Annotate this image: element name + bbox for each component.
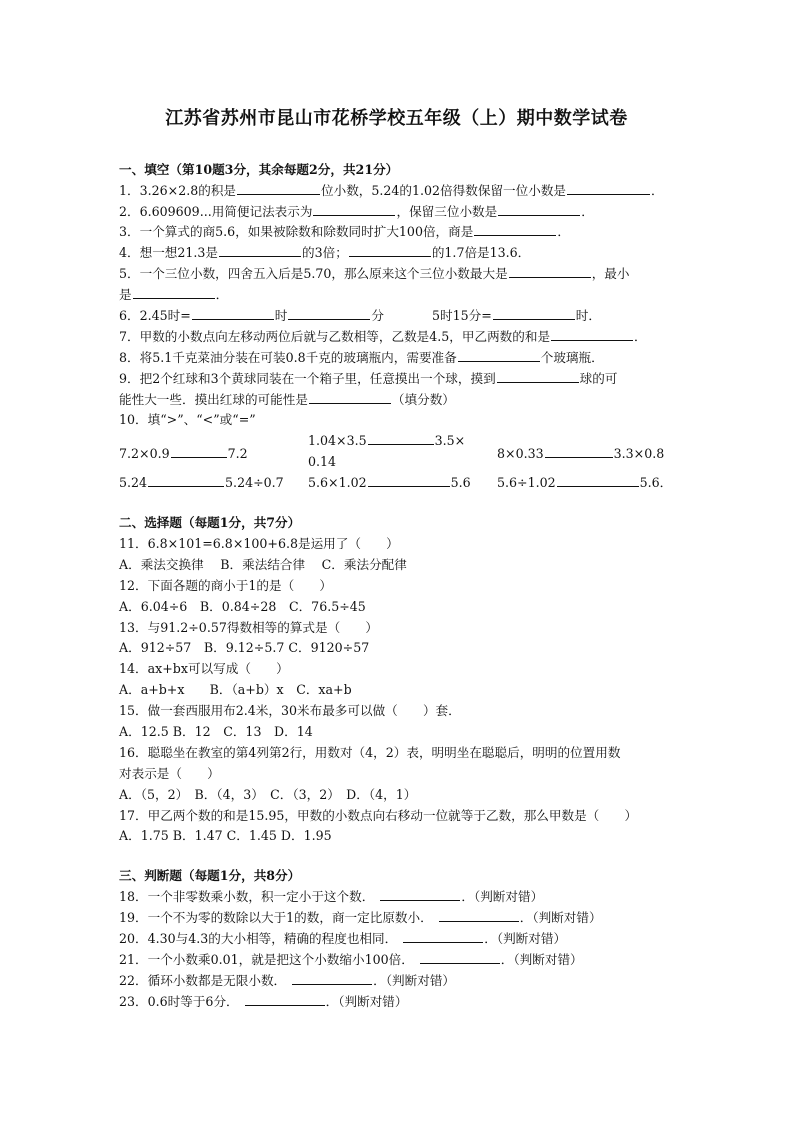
q7-text-a: 7．甲数的小数点向左移动两位后就与乙数相等，乙数是4.5，甲乙两数的和是: [119, 329, 551, 344]
judge-hint: ．（判断对错）: [461, 889, 544, 904]
q10-expr: 5.6．: [639, 475, 673, 490]
question-2: [119, 202, 594, 222]
question-4: [119, 243, 530, 263]
answer-blank[interactable]: [171, 444, 227, 458]
q1-text-a: 1．3.26×2.8的积是: [119, 183, 237, 198]
q10-expr: 8×0.33: [497, 446, 544, 461]
judge-hint: ．（判断对错）: [373, 973, 456, 988]
q10-expr: 5.6÷1.02: [497, 475, 556, 490]
answer-blank[interactable]: [474, 222, 556, 236]
answer-blank[interactable]: [133, 285, 215, 299]
answer-blank[interactable]: [313, 202, 395, 216]
q13: 13．与91.2÷0.57得数相等的算式是（ ）: [119, 620, 378, 635]
answer-blank[interactable]: [420, 950, 500, 964]
q9-text-a: 9．把2个红球和3个黄球同装在一个箱子里，任意摸出一个球，摸到: [119, 371, 496, 386]
q11: 11．6.8×101=6.8×100+6.8是运用了（ ）: [119, 536, 399, 551]
q15: 15．做一套西服用布2.4米，30米布最多可以做（ ）套．: [119, 703, 461, 718]
q8-text-a: 8．将5.1千克菜油分装在可装0.8千克的玻璃瓶内，需要准备: [119, 350, 457, 365]
q10-item: [497, 473, 672, 493]
statement-text: 22．循环小数都是无限小数．: [119, 973, 287, 988]
q6-text-a: 6．2.45时=: [119, 308, 191, 323]
question-9: [119, 369, 617, 389]
q4-text-a: 4．想一想21.3是: [119, 245, 219, 260]
q9-text-c: 能性大一些．摸出红球的可能性是: [119, 392, 308, 407]
q10-item: [119, 473, 284, 493]
q1-text-c: ．: [651, 183, 664, 198]
judge-hint: ．（判断对错）: [325, 994, 408, 1009]
question-10: 10．填“>”、“<”或“=”: [119, 412, 256, 427]
q4-text-b: 的3倍；: [302, 245, 348, 260]
q6-text-e: 时．: [575, 308, 601, 323]
q2-text-a: 2．6.609609...用简便记法表示为: [119, 204, 313, 219]
answer-blank[interactable]: [368, 431, 434, 445]
question-3: [119, 222, 570, 242]
statement-text: 19．一个不为零的数除以大于1的数，商一定比原数小．: [119, 910, 433, 925]
q14-options[interactable]: A．a+b+x B．（a+b）x C．xa+b: [119, 682, 352, 697]
answer-blank[interactable]: [509, 264, 591, 278]
q23: [119, 992, 408, 1012]
q6-text-d: 5时15分=: [431, 308, 492, 323]
answer-blank[interactable]: [458, 348, 540, 362]
section3-heading: 三、判断题（每题1分，共8分）: [119, 868, 301, 883]
q4-text-c: 的1.7倍是13.6．: [431, 245, 531, 260]
answer-blank[interactable]: [368, 473, 450, 487]
answer-blank[interactable]: [288, 306, 370, 320]
judge-hint: ．（判断对错）: [484, 931, 567, 946]
section2-heading: 二、选择题（每题1分，共7分）: [119, 515, 301, 530]
q21: [119, 950, 583, 970]
answer-blank[interactable]: [493, 306, 575, 320]
q10-expr: 7.2×0.9: [119, 446, 170, 461]
q9-text-b: 球的可: [579, 371, 618, 386]
q10-expr: 1.04×3.5: [308, 433, 367, 448]
question-5: [119, 264, 629, 284]
q12-options[interactable]: A．6.04÷6 B．0.84÷28 C．76.5÷45: [119, 599, 366, 614]
answer-blank[interactable]: [403, 929, 483, 943]
answer-blank[interactable]: [309, 390, 391, 404]
q11-options[interactable]: A．乘法交换律 B．乘法结合律 C．乘法分配律: [119, 557, 407, 572]
question-8: [119, 348, 604, 368]
answer-blank[interactable]: [148, 473, 224, 487]
q16-cont: 对表示是（ ）: [119, 766, 220, 781]
question-9-cont: [119, 390, 455, 410]
answer-blank[interactable]: [349, 243, 431, 257]
answer-blank[interactable]: [545, 444, 613, 458]
q5-text-c: 是: [119, 287, 132, 302]
q18: [119, 887, 543, 907]
q3-text-a: 3．一个算式的商5.6，如果被除数和除数同时扩大100倍，商是: [119, 224, 474, 239]
q10-expr: 5.24: [119, 475, 148, 490]
answer-blank[interactable]: [497, 369, 579, 383]
answer-blank[interactable]: [498, 202, 580, 216]
answer-blank[interactable]: [292, 971, 372, 985]
statement-text: 21．一个小数乘0.01，就是把这个小数缩小100倍．: [119, 952, 414, 967]
q9-text-d: （填分数）: [391, 392, 455, 407]
q5-text-a: 5．一个三位小数，四舍五入后是5.70，那么原来这个三位小数最大是: [119, 266, 508, 281]
q22: [119, 971, 455, 991]
answer-blank[interactable]: [380, 887, 460, 901]
q20: [119, 929, 566, 949]
q10-item: [308, 473, 471, 493]
q6-text-c: 分: [371, 308, 384, 323]
q3-text-c: ．: [557, 224, 570, 239]
judge-hint: ．（判断对错）: [519, 910, 602, 925]
answer-blank[interactable]: [439, 908, 519, 922]
answer-blank[interactable]: [551, 327, 633, 341]
q10-item: [119, 444, 248, 464]
q5-text-b: ，最小: [591, 266, 630, 281]
question-5-cont: [119, 285, 228, 305]
answer-blank[interactable]: [245, 992, 325, 1006]
q10-expr: 3.5×: [434, 433, 466, 448]
statement-text: 23．0.6时等于6分．: [119, 994, 239, 1009]
q10-expr: 5.24÷0.7: [225, 475, 284, 490]
q16: 16．聪聪坐在教室的第4列第2行，用数对（4，2）表，明明坐在聪聪后，明明的位置用数: [119, 745, 621, 760]
exam-title: 江苏省苏州市昆山市花桥学校五年级（上）期中数学试卷: [165, 108, 628, 129]
q10-expr: 3.3×0.8: [613, 446, 665, 461]
answer-blank[interactable]: [567, 181, 650, 195]
question-7: [119, 327, 647, 347]
q14: 14．ax+bx可以写成（ ）: [119, 661, 289, 676]
q10-expr: 7.2: [227, 446, 248, 461]
answer-blank[interactable]: [192, 306, 274, 320]
q2-text-b: ，保留三位小数是: [396, 204, 498, 219]
q7-text-c: ．: [634, 329, 647, 344]
q13-options[interactable]: A．912÷57 B．9.12÷5.7 C．9120÷57: [119, 640, 370, 655]
q10-item: [497, 444, 664, 464]
q16-options[interactable]: A．（5，2） B．（4，3） C．（3，2） D．（4，1）: [119, 787, 417, 802]
statement-text: 20．4.30与4.3的大小相等，精确的程度也相同．: [119, 931, 398, 946]
q6-text-b: 时: [274, 308, 288, 323]
question-1: [119, 181, 664, 201]
q17-options[interactable]: A．1.75 B．1.47 C．1.45 D．1.95: [119, 828, 332, 843]
q17: 17．甲乙两个数的和是15.95，甲数的小数点向右移动一位就等于乙数，那么甲数是（ ）: [119, 808, 638, 823]
answer-blank[interactable]: [219, 243, 301, 257]
q19: [119, 908, 602, 928]
q1-text-b: 位小数，5.24的1.02倍得数保留一位小数是: [321, 183, 567, 198]
judge-hint: ．（判断对错）: [500, 952, 583, 967]
q8-text-c: 个玻璃瓶．: [540, 350, 604, 365]
q15-options[interactable]: A．12.5 B．12 C．13 D．14: [119, 724, 313, 739]
q12: 12．下面各题的商小于1的是（ ）: [119, 578, 332, 593]
q10-expr: 5.6: [450, 475, 471, 490]
answer-blank[interactable]: [557, 473, 639, 487]
question-6: [119, 306, 601, 326]
q10-expr: 5.6×1.02: [308, 475, 367, 490]
section1-heading: 一、填空（第10题3分，其余每题2分，共21分）: [119, 162, 399, 177]
answer-blank[interactable]: [237, 181, 320, 195]
q5-text-d: ．: [215, 287, 229, 302]
q10-item-cont: 0.14: [308, 454, 337, 469]
q10-item: [308, 431, 465, 451]
statement-text: 18．一个非零数乘小数，积一定小于这个数．: [119, 889, 375, 904]
q2-text-c: ．: [581, 204, 594, 219]
